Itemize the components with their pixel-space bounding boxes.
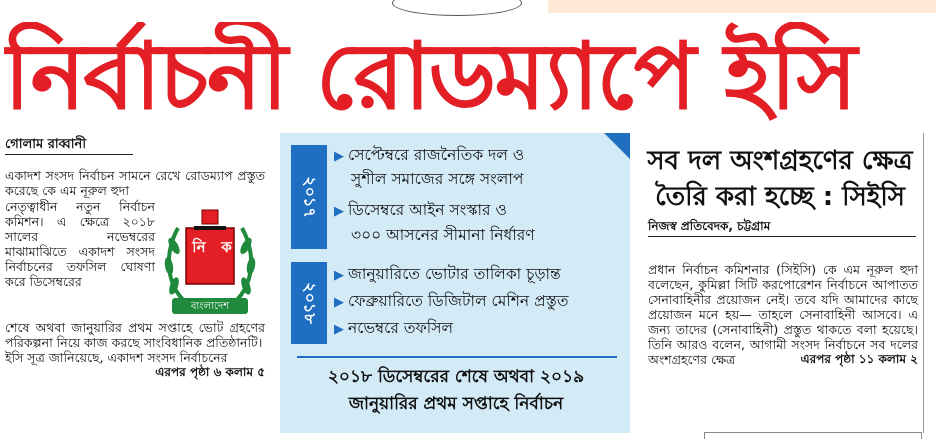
roadmap-item: ▶ ডিসেম্বরে আইন সংস্কার ও bbox=[334, 201, 507, 219]
right-byline-underline bbox=[648, 236, 916, 237]
left-para-2: নেতৃত্বাধীন নতুন নির্বাচন কমিশন। এ ক্ষেত্রে ২০১৮ সালের নভেম্বরের মাঝামাঝিতে একাদশ সংসদ নির্বাচনের তফসিল ঘোষণা করে ডিসেম্বরের bbox=[5, 199, 155, 289]
bullet-arrow-icon: ▶ bbox=[334, 204, 344, 219]
left-para-3: শেষে অথবা জানুয়ারির প্রথম সপ্তাহে ভোট গ্রহণের পরিকল্পনা নিয়ে কাজ করছে সাংবিধানিক প্রতিষ্ঠানটি। bbox=[5, 320, 265, 350]
panel-divider bbox=[297, 356, 617, 358]
roadmap-item-continuation: সুশীল সমাজের সঙ্গে সংলাপ bbox=[351, 170, 524, 188]
year-tab-2017: ২০১৭ bbox=[291, 145, 327, 249]
roadmap-item: ▶ জানুয়ারিতে ভোটার তালিকা চূড়ান্ত bbox=[334, 265, 561, 283]
left-para-1: একাদশ সংসদ নির্বাচন সামনে রেখে রোডম্যাপ প্রস্তুত করেছে কে এম নূরুল হুদা bbox=[5, 168, 265, 198]
column-rule bbox=[923, 133, 924, 433]
year-tab-2018: ২০১৮ bbox=[291, 262, 327, 344]
right-continued: এরপর পৃষ্ঠা ১১ কলাম ২ bbox=[800, 352, 918, 366]
top-oval-graphic bbox=[392, 0, 522, 16]
panel-corner-accent bbox=[604, 133, 630, 159]
left-para-3-block bbox=[5, 320, 265, 380]
right-byline: নিজস্ব প্রতিবেদক, চট্টগ্রাম bbox=[648, 219, 771, 233]
emblem-letters: নি ক bbox=[192, 238, 232, 256]
emblem-banner-text: বাংলাদেশ bbox=[190, 301, 230, 312]
roadmap-footer-line2: জানুয়ারির প্রথম সপ্তাহে নির্বাচন bbox=[348, 394, 564, 414]
roadmap-item-continuation: ৩০০ আসনের সীমানা নির্ধারণ bbox=[351, 226, 535, 244]
byline-underline bbox=[5, 154, 133, 155]
bullet-arrow-icon: ▶ bbox=[334, 268, 344, 283]
bullet-arrow-icon: ▶ bbox=[334, 149, 344, 164]
left-continued: এরপর পৃষ্ঠা ৬ কলাম ৫ bbox=[155, 365, 265, 379]
roadmap-footer-line1: ২০১৮ ডিসেম্বরের শেষে অথবা ২০১৯ bbox=[327, 367, 585, 387]
left-para-4: ইসি সূত্র জানিয়েছে, একাদশ সংসদ নির্বাচনের bbox=[5, 350, 228, 365]
right-headline-line2: তৈরি করা হচ্ছে : সিইসি bbox=[655, 182, 905, 212]
roadmap-item: ▶ নভেম্বরে তফসিল bbox=[334, 319, 454, 337]
roadmap-item: ▶ ফেব্রুয়ারিতে ডিজিটাল মেশিন প্রস্তুত bbox=[334, 292, 569, 310]
right-body: প্রধান নির্বাচন কমিশনার (সিইসি) কে এম নূরুল হুদা বলেছেন, কুমিল্লা সিটি করপোরেশন নির্বাচনে আপাতত সেনাবাহিনীর প্রয়োজন নেই। তবে যদি আমাদের কাছে প্রয়োজন মনে হয়— তাহলে সেনাবাহিনী আসবে। এ জন্য তাদের (সেনাবাহিনী) প্রস্তুত থাকতে বলা হয়েছে। তিনি আরও বলেন, আগামী সংসদ নির্বাচনে সব দলের অংশগ্রহণের ক্ষেত্র bbox=[648, 262, 918, 367]
right-body-block bbox=[648, 262, 918, 367]
bullet-arrow-icon: ▶ bbox=[334, 322, 344, 337]
roadmap-item: ▶ সেপ্টেম্বরে রাজনৈতিক দল ও bbox=[334, 146, 525, 164]
main-headline: নির্বাচনী রোডম্যাপে ইসি bbox=[4, 23, 856, 130]
right-headline-line1: সব দল অংশগ্রহণের ক্ষেত্র bbox=[647, 146, 913, 176]
left-byline: গোলাম রাব্বানী bbox=[5, 137, 87, 152]
bullet-arrow-icon: ▶ bbox=[334, 295, 344, 310]
